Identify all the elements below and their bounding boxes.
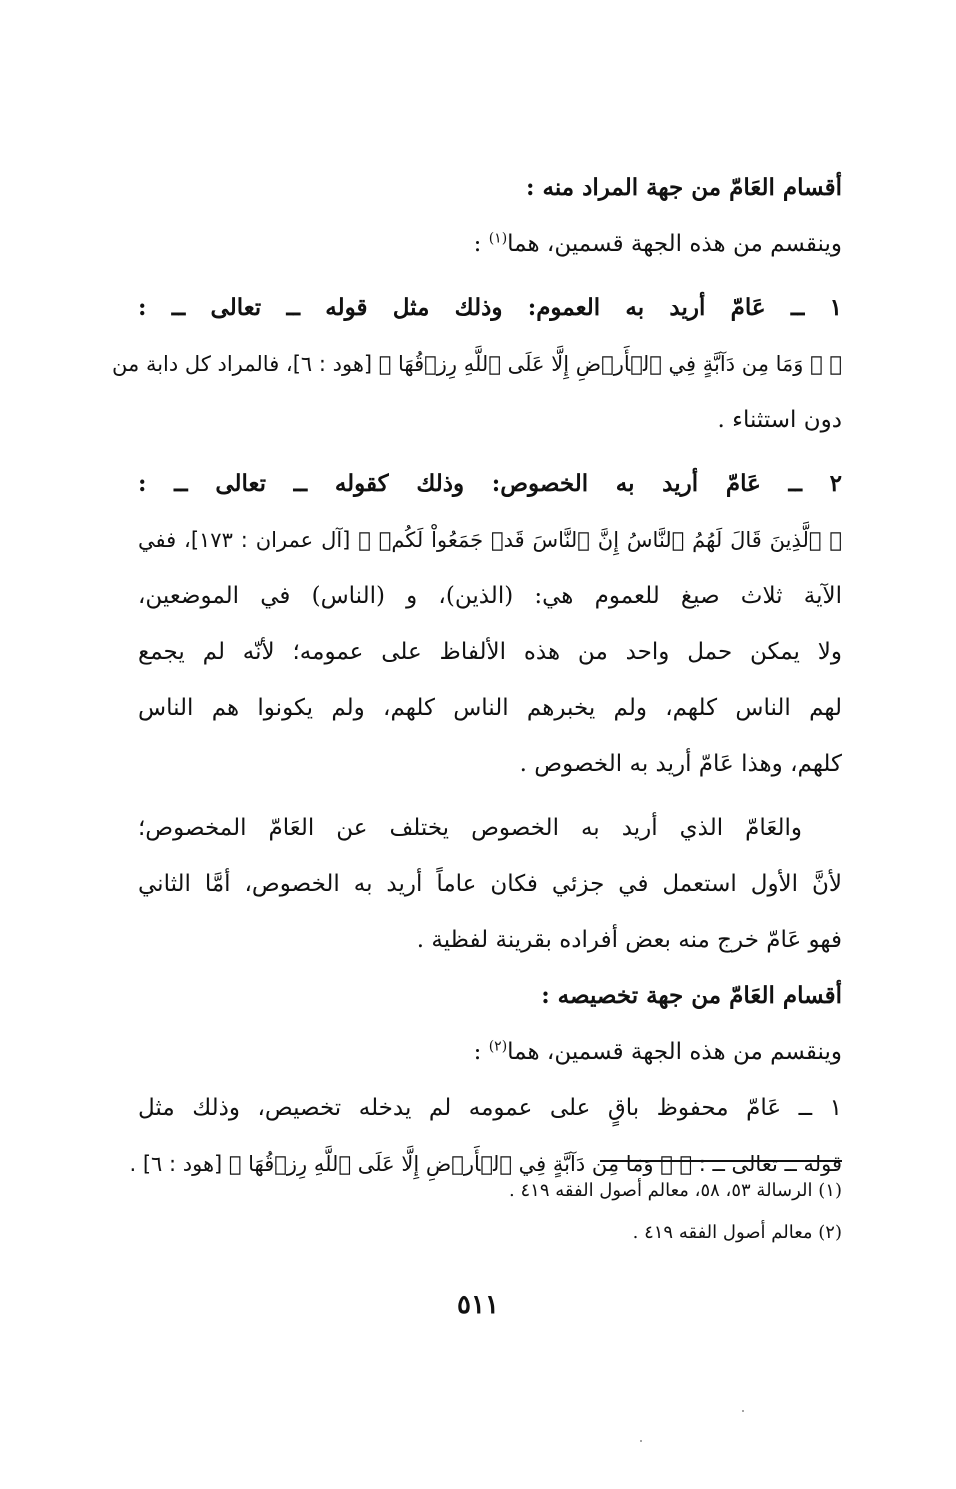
item-1-line-3: دون استثناء . bbox=[717, 407, 842, 433]
item-1-line-2: ﴿ ۞ وَمَا مِن دَآبَّةٍ فِي ٱلۡأَرۡضِ إِلَّا عَلَى ٱللَّهِ رِزۡقُهَا ﴾ [هود : ٦]، فالمراد كل دابة من bbox=[112, 352, 842, 376]
item-2-line-2: ﴿ ٱلَّذِينَ قَالَ لَهُمُ ٱلنَّاسُ إِنَّ ٱلنَّاسَ قَدۡ جَمَعُواْ لَكُمۡ ﴾ [آل عمران : ١٧٣]، ففي bbox=[138, 528, 842, 552]
footnote-ref-1[interactable]: (١) bbox=[488, 230, 508, 247]
scan-speck bbox=[742, 1410, 744, 1412]
item-3-line-1: ١ ــ عَامّ محفوظ باقٍ على عمومه لم يدخله تخصيص، وذلك مثل bbox=[138, 1095, 842, 1121]
item-2-line-5: لهم الناس كلهم، ولم يخبرهم الناس كلهم، ولم يكونوا هم الناس bbox=[138, 695, 842, 721]
item-1-line-1: ١ ــ عَامّ أريد به العموم: وذلك مثل قوله ــ تعالى ــ : bbox=[138, 294, 842, 321]
intro-end-1: : bbox=[473, 231, 489, 257]
scan-speck bbox=[640, 1440, 642, 1442]
page-body bbox=[112, 160, 842, 1192]
intro-end-2: : bbox=[473, 1039, 489, 1065]
item-2-line-3: الآية ثلاث صيغ للعموم هي: (الذين)، و (الناس) في الموضعين، bbox=[138, 583, 842, 609]
intro-text-2: وينقسم من هذه الجهة قسمين، هما bbox=[507, 1039, 842, 1065]
footnote-2: (٢) معالم أصول الفقه ٤١٩ . bbox=[632, 1222, 842, 1243]
paragraph-line-1: والعَامّ الذي أريد به الخصوص يختلف عن العَامّ المخصوص؛ bbox=[138, 815, 802, 841]
footnote-1: (١) الرسالة ٥٣، ٥٨، معالم أصول الفقه ٤١٩ . bbox=[509, 1180, 842, 1201]
intro-line-1 bbox=[138, 216, 842, 272]
item-2-line-6: كلهم، وهذا عَامّ أريد به الخصوص . bbox=[519, 751, 842, 777]
item-2-line-4: ولا يمكن حمل واحد من هذه الألفاظ على عمومه؛ لأنّه لم يجمع bbox=[138, 639, 842, 665]
footnote-ref-2[interactable]: (٢) bbox=[488, 1038, 508, 1055]
paragraph-line-3: فهو عَامّ خرج منه بعض أفراده بقرينة لفظية . bbox=[416, 927, 842, 953]
item-3-line-2: قوله ــ تعالى ــ : ﴿ ۞ وَمَا مِن دَآبَّةٍ فِي ٱلۡأَرۡضِ إِلَّا عَلَى ٱللَّهِ رِزۡقُهَا ﴾ [هود : ٦] . bbox=[129, 1152, 842, 1176]
paragraph-line-2: لأنَّ الأول استعمل في جزئي فكان عاماً أريد به الخصوص، أمَّا الثاني bbox=[138, 871, 842, 897]
intro-text-1: وينقسم من هذه الجهة قسمين، هما bbox=[507, 231, 842, 257]
intro-line-2 bbox=[138, 1024, 842, 1080]
page-number: ٥١١ bbox=[457, 1290, 499, 1320]
footnote-separator bbox=[600, 1160, 842, 1162]
item-2-line-1: ٢ ــ عَامّ أريد به الخصوص: وذلك كقوله ــ تعالى ــ : bbox=[138, 470, 842, 497]
section-heading-1: أقسام العَامّ من جهة المراد منه : bbox=[525, 174, 842, 201]
section-heading-2: أقسام العَامّ من جهة تخصيصه : bbox=[541, 982, 842, 1009]
